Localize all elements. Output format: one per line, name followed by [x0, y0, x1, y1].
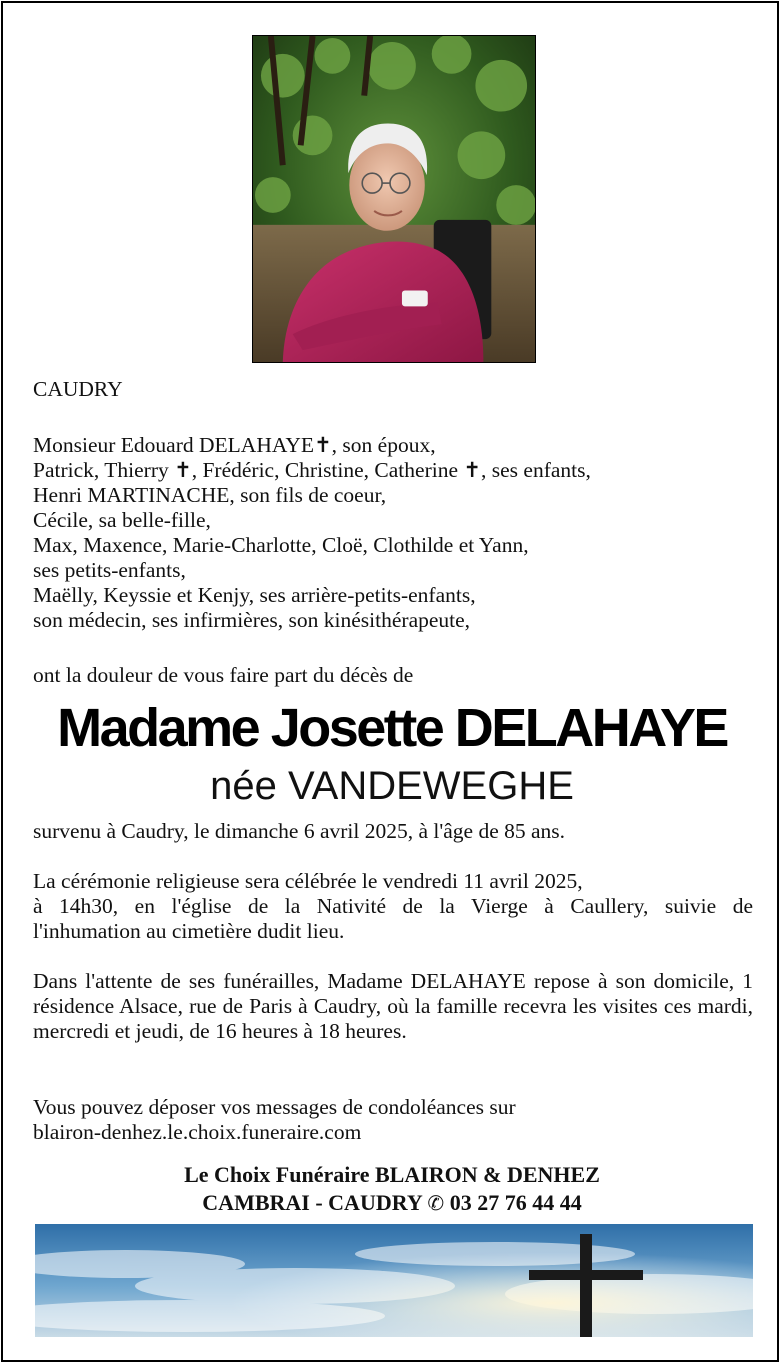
family-line-5: Max, Maxence, Marie-Charlotte, Cloë, Clothilde et Yann,: [33, 533, 529, 557]
family-line-6: ses petits-enfants,: [33, 558, 186, 582]
funeral-home-location: CAMBRAI - CAUDRY: [202, 1190, 422, 1215]
family-line-3: Henri MARTINACHE, son fils de coeur,: [33, 483, 387, 507]
funeral-home-name: Le Choix Funéraire BLAIRON & DENHEZ: [184, 1162, 600, 1187]
cross-icon: ✝: [314, 433, 332, 457]
condolences-website[interactable]: blairon-denhez.le.choix.funeraire.com: [33, 1120, 362, 1144]
family-line-7: Maëlly, Keyssie et Kenjy, ses arrière-petits-enfants,: [33, 583, 476, 607]
ceremony-line-3: l'inhumation au cimetière dudit lieu.: [33, 919, 345, 943]
condolences-line: Vous pouvez déposer vos messages de condoléances sur: [33, 1095, 516, 1119]
family-list: [33, 433, 591, 633]
funeral-home-phone[interactable]: 03 27 76 44 44: [449, 1190, 582, 1215]
announcement-intro: ont la douleur de vous faire part du décès de: [33, 663, 414, 687]
cross-banner-image: [35, 1224, 753, 1337]
ceremony-line-2: à 14h30, en l'église de la Nativité de la Vierge à Caullery, suivie de: [33, 894, 753, 918]
deceased-name: Madame Josette DELAHAYE: [57, 698, 727, 758]
ceremony-line-1: La cérémonie religieuse sera célébrée le vendredi 11 avril 2025,: [33, 869, 583, 893]
ceremony-info: [33, 869, 753, 944]
family-line-8: son médecin, ses infirmières, son kinésithérapeute,: [33, 608, 471, 632]
family-line-4: Cécile, sa belle-fille,: [33, 508, 211, 532]
condolences-info: [33, 1095, 516, 1145]
city-heading: CAUDRY: [33, 377, 123, 401]
visitation-info: Dans l'attente de ses funérailles, Madame DELAHAYE repose à son domicile, 1 résidence Alsace, rue de Paris à Caudry, où la famille recevra les visites ces mardi, mercredi et jeudi, de 16 heures à 18 heures.: [33, 969, 753, 1043]
obituary-card: [1, 1, 779, 1362]
family-line-2: Patrick, Thierry ✝, Frédéric, Christine, Catherine ✝, ses enfants,: [33, 458, 591, 482]
cross-sky-banner: [35, 1224, 753, 1337]
cross-icon: ✝: [174, 458, 192, 482]
death-info: survenu à Caudry, le dimanche 6 avril 2025, à l'âge de 85 ans.: [33, 819, 566, 843]
maiden-name: née VANDEWEGHE: [210, 764, 574, 808]
portrait-photo: [252, 35, 536, 363]
funeral-home-contact: [3, 1189, 781, 1217]
phone-icon: ✆: [427, 1191, 445, 1215]
portrait-image: [253, 36, 535, 362]
family-line-1: Monsieur Edouard DELAHAYE✝, son époux,: [33, 433, 436, 457]
cross-icon: ✝: [463, 458, 481, 482]
